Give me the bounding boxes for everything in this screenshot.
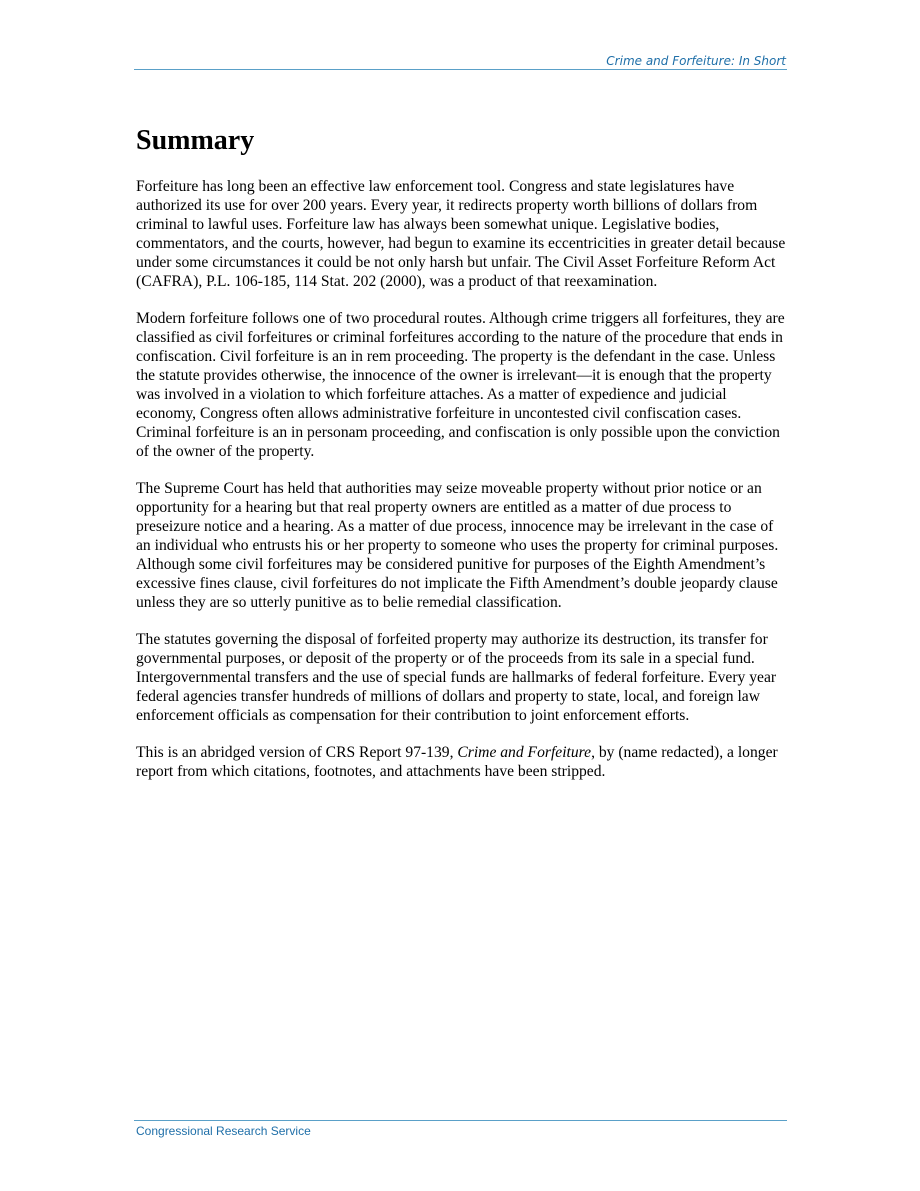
summary-paragraph-4: The statutes governing the disposal of forfeited property may authorize its destruction, its transfer for governmental purposes, or deposit of the property or of the proceeds from its sale in a special fund. Intergovernmental transfers and the use of special funds are hallmarks of federal forfeiture. Every year federal agencies transfer hundreds of millions of dollars and property to state, local, and foreign law enforcement officials as compensation for their contribution to joint enforcement efforts. (136, 631, 777, 724)
report-title-italic: Crime and Forfeiture (457, 744, 592, 761)
closing-text-before: This is an abridged version of CRS Report 97-139, (136, 744, 458, 761)
running-header: Crime and Forfeiture: In Short (606, 54, 786, 68)
summary-body (136, 177, 788, 799)
closing-text-after: , by (name redacted), a longer report from which citations, footnotes, and attachments have been stripped. (136, 744, 778, 780)
summary-paragraph-1: Forfeiture has long been an effective law enforcement tool. Congress and state legislatures have authorized its use for over 200 years. Every year, it redirects property worth billions of dollars from criminal to lawful uses. Forfeiture law has always been somewhat unique. Legislative bodies, commentators, and the courts, however, had begun to examine its eccentricities in greater detail because under some circumstances it could be not only harsh but unfair. The Civil Asset Forfeiture Reform Act (CAFRA), P.L. 106-185, 114 Stat. 202 (2000), was a product of that reexamination. (136, 178, 786, 290)
running-footer: Congressional Research Service (136, 1124, 311, 1138)
summary-paragraph-3: The Supreme Court has held that authorities may seize moveable property without prior notice or an opportunity for a hearing but that real property owners are entitled as a matter of due process to preseizure notice and a hearing. As a matter of due process, innocence may be irrelevant in the case of an individual who entrusts his or her property to someone who uses the property for criminal purposes. Although some civil forfeitures may be considered punitive for purposes of the Eighth Amendment’s excessive fines clause, civil forfeitures do not implicate the Fifth Amendment’s double jeopardy clause unless they are so utterly punitive as to belie remedial classification. (136, 480, 779, 611)
summary-paragraph-2: Modern forfeiture follows one of two procedural routes. Although crime triggers all forfeitures, they are classified as civil forfeitures or criminal forfeitures according to the nature of the procedure that ends in confiscation. Civil forfeiture is an in rem proceeding. The property is the defendant in the case. Unless the statute provides otherwise, the innocence of the owner is irrelevant—it is enough that the property was involved in a violation to which forfeiture attaches. As a matter of expedience and judicial economy, Congress often allows administrative forfeiture in uncontested civil confiscation cases. Criminal forfeiture is an in personam proceeding, and confiscation is only possible upon the conviction of the owner of the property. (136, 310, 785, 460)
summary-paragraph-5 (136, 743, 788, 781)
header-rule (134, 69, 787, 70)
section-title: Summary (136, 125, 255, 156)
footer-rule (134, 1120, 787, 1121)
